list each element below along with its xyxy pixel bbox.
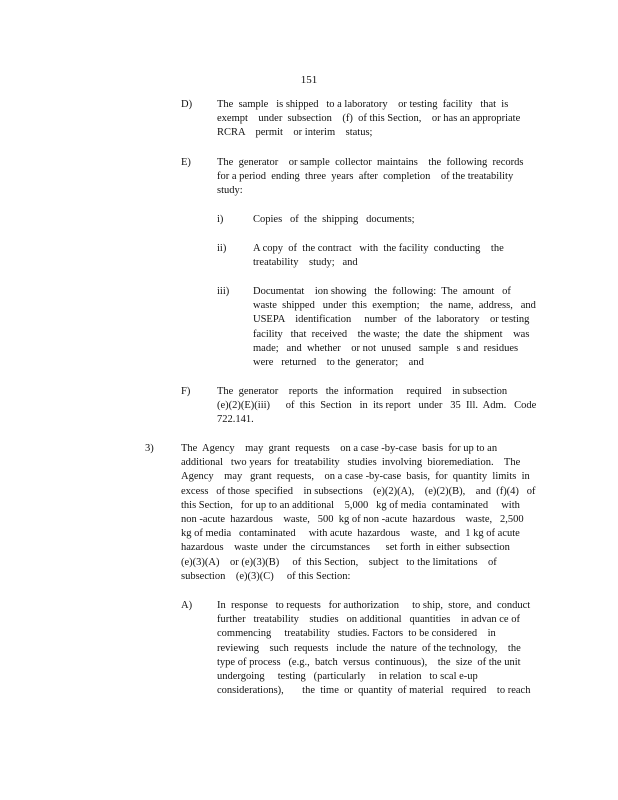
text-line: USEPA identification number of the laboratory or testing xyxy=(253,314,530,326)
text-line: The generator or sample collector maintains the following records xyxy=(217,157,524,168)
text-line: A copy of the contract with the facility conducting the xyxy=(253,243,504,254)
item-text xyxy=(253,242,504,270)
text-line: study: xyxy=(217,185,243,197)
text-line: In response to requests for authorization to ship, store, and conduct xyxy=(217,600,531,611)
text-line: commencing treatability studies. Factors to be considered in xyxy=(217,628,496,640)
item-marker: A) xyxy=(181,600,193,611)
text-line: waste shipped under this exemption; the name, address, and xyxy=(253,300,536,312)
text-line: for a period ending three years after completion of the treatability xyxy=(217,171,514,183)
text-line: Documentat ion showing the following: The amount of xyxy=(253,286,511,297)
item-text xyxy=(217,385,536,428)
text-line: Agency may grant requests, on a case -by-case basis, for quantity limits in xyxy=(181,471,530,483)
text-line: The sample is shipped to a laboratory or testing facility that is xyxy=(217,99,509,110)
item-text xyxy=(253,285,536,370)
item-marker: ii) xyxy=(217,243,227,254)
text-line: (e)(3)(A) or (e)(3)(B) of this Section, subject to the limitations of xyxy=(181,556,497,568)
text-line: were returned to the generator; and xyxy=(253,357,424,369)
item-text xyxy=(217,156,523,199)
item-marker: 3) xyxy=(145,443,154,454)
item-text xyxy=(217,599,530,698)
page-number: 151 xyxy=(300,74,318,86)
item-marker: iii) xyxy=(217,286,230,297)
text-line: The Agency may grant requests on a case -by-case basis for up to an xyxy=(181,443,498,454)
text-line: excess of those specified in subsections (e)(2)(A), (e)(2)(B), and (f)(4) of xyxy=(181,485,536,497)
text-line: non -acute hazardous waste, 500 kg of non -acute hazardous waste, 2,500 xyxy=(181,514,524,526)
item-marker: F) xyxy=(181,386,191,397)
item-text xyxy=(217,98,520,141)
text-line: Copies of the shipping documents; xyxy=(253,214,415,225)
item-text xyxy=(181,442,536,584)
text-line: considerations), the time or quantity of material required to reach xyxy=(217,685,531,697)
text-line: made; and whether or not unused sample s and residues xyxy=(253,342,519,354)
text-line: type of process (e.g., batch versus continuous), the size of the unit xyxy=(217,656,521,668)
text-line: this Section, for up to an additional 5,000 kg of media contaminated with xyxy=(181,499,520,511)
text-line: further treatability studies on additional quantities in advan ce of xyxy=(217,614,520,626)
text-line: undergoing testing (particularly in relation to scal e-up xyxy=(217,671,478,683)
text-line: kg of media contaminated with acute hazardous waste, and 1 kg of acute xyxy=(181,528,520,540)
text-line: additional two years for treatability studies involving bioremediation. The xyxy=(181,457,521,469)
text-line: facility that received the waste; the date the shipment was xyxy=(253,328,530,340)
text-line: The generator reports the information required in subsection xyxy=(217,386,508,397)
text-line: exempt under subsection (f) of this Section, or has an appropriate xyxy=(217,113,521,125)
item-text xyxy=(253,213,415,227)
text-line: subsection (e)(3)(C) of this Section: xyxy=(181,570,351,582)
item-marker: D) xyxy=(181,99,193,110)
text-line: RCRA permit or interim status; xyxy=(217,127,373,139)
text-line: reviewing such requests include the nature of the technology, the xyxy=(217,642,521,654)
item-marker: E) xyxy=(181,157,191,168)
item-marker: i) xyxy=(217,214,224,225)
text-line: (e)(2)(E)(iii) of this Section in its report under 35 Ill. Adm. Code xyxy=(217,400,537,412)
text-line: hazardous waste under the circumstances set forth in either subsection xyxy=(181,542,510,554)
text-line: 722.141. xyxy=(217,414,254,426)
text-line: treatability study; and xyxy=(253,257,358,269)
